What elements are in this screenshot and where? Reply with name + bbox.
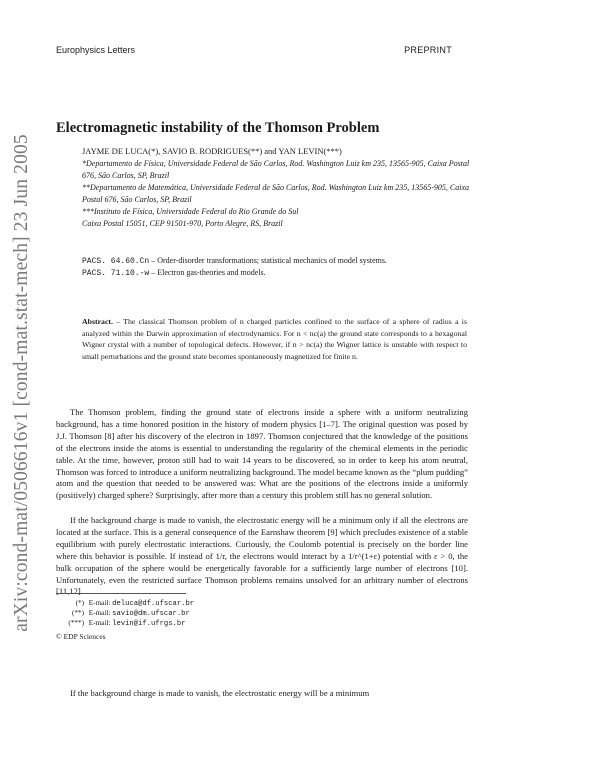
footnote-email[interactable]: levin@if.ufrgs.br [112,620,186,628]
footnote [56,618,185,629]
footnote-rule [56,593,186,594]
footnote-marker: (***) [68,619,84,627]
author-list: JAYME DE LUCA(*), SAVIO B. RODRIGUES(**) and YAN LEVIN(***) [82,146,342,156]
body-paragraph-2: If the background charge is made to vanish, the electrostatic energy will be a minimum only if all the electrons are located at the surface. This is a general consequence of the Earnshaw theorem [9] which precludes existence of a stable equilibrium with purely electrostatic interactions. Curiously, the Coulomb potential is precisely on the border line where this behavior is possible. If instead of 1/r, the electrons would interact by a 1/r^(1+ε) potential with ε > 0, the bulk occupation of the sphere would be energetically favorable for a sufficiently large number of electrons [10]. Unfortunately, even the restricted surface Thomson problems remains unsolved for an arbitrary number of electrons [11,12]. [56,515,468,597]
footnote-marker: (*) [75,599,84,607]
footnote-marker: (**) [72,609,84,617]
preprint-label: PREPRINT [404,45,452,55]
pacs-description: – Order-disorder transformations; statistical mechanics of model systems. [151,256,387,265]
arxiv-stamp [9,118,35,648]
paper-title: Electromagnetic instability of the Thomson Problem [56,120,380,136]
publisher-line: © EDP Sciences [56,632,106,641]
abstract-label: Abstract. [82,317,113,326]
footnote-email[interactable]: deluca@df.ufscar.br [112,600,195,608]
journal-name: Europhysics Letters [56,45,136,55]
affiliation-1: *Departamento de Física, Universidade Federal de São Carlos, Rod. Washington Luiz km 235, 13565-905, Caixa Postal 676, São Carlos, SP, Brazil [82,159,470,180]
pacs-code: PACS. 64.60.Cn [82,257,150,266]
abstract [82,316,467,362]
affiliation-2: **Departamento de Matemática, Universidade Federal de São Carlos, Rod. Washington Luiz km 235, 13565-905, Caixa Postal 676, São Carlos, SP, Brazil [82,183,469,204]
abstract-text: – The classical Thomson problem of n charged particles confined to the surface of a sphere of radius a is analyzed within the Darwin approximation of electrodynamics. For n < nc(a) the ground state corresponds to a hexagonal Wigner crystal with a number of topological defects. However, if n > nc(a) the Wigner lattice is unstable with respect to small perturbations and the ground state becomes spontaneously magnetized for finite n. [82,317,467,361]
arxiv-stamp-text: arXiv:cond-mat/0506616v1 [cond-mat.stat-mech] 23 Jun 2005 [11,134,33,632]
footnote-label: E-mail: [88,619,111,627]
body-paragraph-3: If the background charge is made to vanish, the electrostatic energy will be a minimum [70,688,370,698]
footnote-label: E-mail: [88,599,111,607]
affiliation-4: Caixa Postal 15051, CEP 91501-970, Porto Alegre, RS, Brazil [82,219,283,228]
footnote-email[interactable]: savio@dm.ufscar.br [112,610,190,618]
pacs-entry [82,267,266,280]
pacs-code: PACS. 71.10.-w [82,269,150,278]
pacs-description: – Electron gas-theories and models. [151,268,266,277]
footnote-label: E-mail: [88,609,111,617]
affiliation-3: ***Instituto de Física, Universidade Federal do Rio Grande do Sul [82,207,299,216]
body-paragraph-1: The Thomson problem, finding the ground state of electrons inside a sphere with a uniform neutralizing background, has a time honored position in the history of modern physics [1–7]. The original question was posed by J.J. Thomson [8] after his discovery of the electron in 1897. Thomson conjectured that the knowledge of the positions of the electrons inside the atoms is essential to understanding the regularity of the chemical elements in the periodic table. At the time, however, proton still had to wait 14 years to be discovered, so in order to keep his atom neutral, Thomson was forced to introduce a uniform neutralizing background. The model became known as the “plum pudding” atom and the question that needed to be answered was: What are the positions of the electrons inside a uniformly (positively) charged sphere? Surprisingly, after more than a century this problem still has no general solution. [56,407,468,501]
